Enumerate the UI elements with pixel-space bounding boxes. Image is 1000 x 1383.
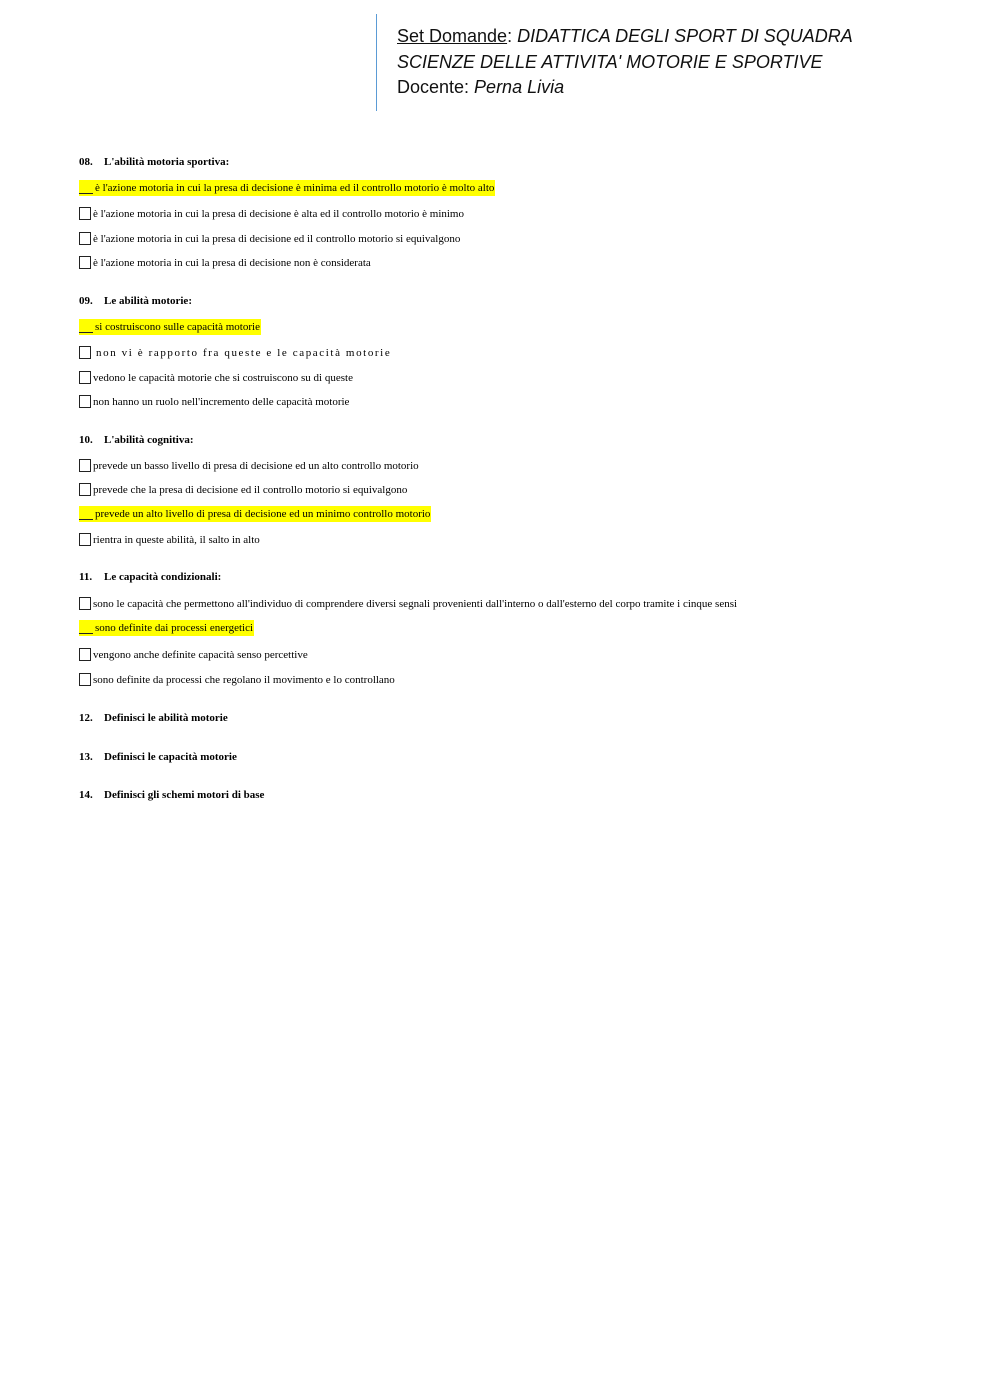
- option-text: sono definite dai processi energetici: [95, 622, 254, 634]
- question-text: Le abilità motorie:: [104, 295, 192, 307]
- checkbox-icon[interactable]: [79, 597, 91, 610]
- answer-option[interactable]: [79, 532, 260, 548]
- answer-option[interactable]: [79, 255, 371, 271]
- answer-blank: [79, 181, 93, 194]
- question-number: 10.: [79, 434, 93, 446]
- checkbox-icon[interactable]: [79, 256, 91, 269]
- answer-option[interactable]: [79, 345, 391, 361]
- question-text: Definisci gli schemi motori di base: [104, 789, 265, 801]
- question-09: [79, 295, 192, 307]
- question-08: [79, 156, 229, 168]
- option-text: prevede che la presa di decisione ed il controllo motorio si equivalgono: [93, 484, 408, 496]
- document-header: [376, 14, 977, 111]
- answer-option[interactable]: [79, 458, 419, 474]
- question-14: [79, 789, 264, 801]
- header-line-teacher: [397, 75, 853, 101]
- option-text: rientra in queste abilità, il salto in alto: [93, 534, 260, 546]
- checkbox-icon[interactable]: [79, 207, 91, 220]
- option-text: sono le capacità che permettono all'individuo di comprendere diversi segnali provenienti dall'interno o dall'esterno del corpo tramite i cinque sensi: [93, 598, 738, 610]
- answer-option[interactable]: [79, 482, 407, 498]
- option-text: prevede un basso livello di presa di decisione ed un alto controllo motorio: [93, 460, 419, 472]
- option-text: non vi è rapporto fra queste e le capacità motorie: [96, 347, 392, 359]
- header-line-subtitle: [397, 50, 853, 76]
- header-line-title: [397, 24, 853, 50]
- checkbox-icon[interactable]: [79, 648, 91, 661]
- question-text: Definisci le capacità motorie: [104, 751, 237, 763]
- answer-option-correct[interactable]: [79, 180, 495, 196]
- course-title: DIDATTICA DEGLI SPORT DI SQUADRA: [517, 26, 853, 46]
- set-separator: :: [507, 26, 518, 46]
- header-text: [397, 24, 853, 101]
- option-text: è l'azione motoria in cui la presa di decisione non è considerata: [93, 257, 371, 269]
- question-number: 08.: [79, 156, 93, 168]
- answer-option-correct[interactable]: [79, 506, 431, 522]
- answer-option[interactable]: [79, 647, 308, 663]
- option-text: si costruiscono sulle capacità motorie: [95, 321, 260, 333]
- option-text: sono definite da processi che regolano il movimento e lo controllano: [93, 674, 395, 686]
- checkbox-icon[interactable]: [79, 232, 91, 245]
- option-text: non hanno un ruolo nell'incremento delle capacità motorie: [93, 396, 350, 408]
- checkbox-icon[interactable]: [79, 371, 91, 384]
- answer-option[interactable]: [79, 672, 395, 688]
- question-number: 13.: [79, 751, 93, 763]
- option-text: è l'azione motoria in cui la presa di decisione è minima ed il controllo motorio è molto alto: [95, 182, 495, 194]
- answer-option[interactable]: [79, 596, 737, 612]
- teacher-name: Perna Livia: [474, 77, 565, 97]
- question-text: Definisci le abilità motorie: [104, 712, 228, 724]
- option-text: è l'azione motoria in cui la presa di decisione è alta ed il controllo motorio è minimo: [93, 208, 464, 220]
- question-12: [79, 712, 228, 724]
- answer-blank: [79, 621, 93, 634]
- checkbox-icon[interactable]: [79, 673, 91, 686]
- answer-option[interactable]: [79, 394, 349, 410]
- question-13: [79, 751, 237, 763]
- answer-option[interactable]: [79, 231, 460, 247]
- option-text: vengono anche definite capacità senso percettive: [93, 649, 308, 661]
- question-number: 14.: [79, 789, 93, 801]
- question-text: L'abilità cognitiva:: [104, 434, 194, 446]
- checkbox-icon[interactable]: [79, 483, 91, 496]
- question-number: 09.: [79, 295, 93, 307]
- answer-blank: [79, 320, 93, 333]
- question-text: Le capacità condizionali:: [104, 571, 222, 583]
- set-label: Set Domande: [397, 26, 508, 46]
- option-text: vedono le capacità motorie che si costruiscono su di queste: [93, 372, 353, 384]
- answer-option[interactable]: [79, 370, 353, 386]
- course-subtitle: SCIENZE DELLE ATTIVITA' MOTORIE E SPORTIVE: [397, 51, 823, 72]
- checkbox-icon[interactable]: [79, 395, 91, 408]
- question-number: 11.: [79, 571, 93, 583]
- teacher-label: Docente:: [397, 77, 475, 97]
- question-11: [79, 571, 221, 583]
- answer-option-correct[interactable]: [79, 319, 261, 335]
- answer-blank: [79, 507, 93, 520]
- answer-option[interactable]: [79, 206, 464, 222]
- checkbox-icon[interactable]: [79, 346, 91, 359]
- question-text: L'abilità motoria sportiva:: [104, 156, 230, 168]
- question-10: [79, 434, 194, 446]
- option-text: è l'azione motoria in cui la presa di decisione ed il controllo motorio si equivalgono: [93, 233, 461, 245]
- checkbox-icon[interactable]: [79, 459, 91, 472]
- checkbox-icon[interactable]: [79, 533, 91, 546]
- answer-option-correct[interactable]: [79, 620, 254, 636]
- option-text: prevede un alto livello di presa di decisione ed un minimo controllo motorio: [95, 508, 431, 520]
- question-number: 12.: [79, 712, 93, 724]
